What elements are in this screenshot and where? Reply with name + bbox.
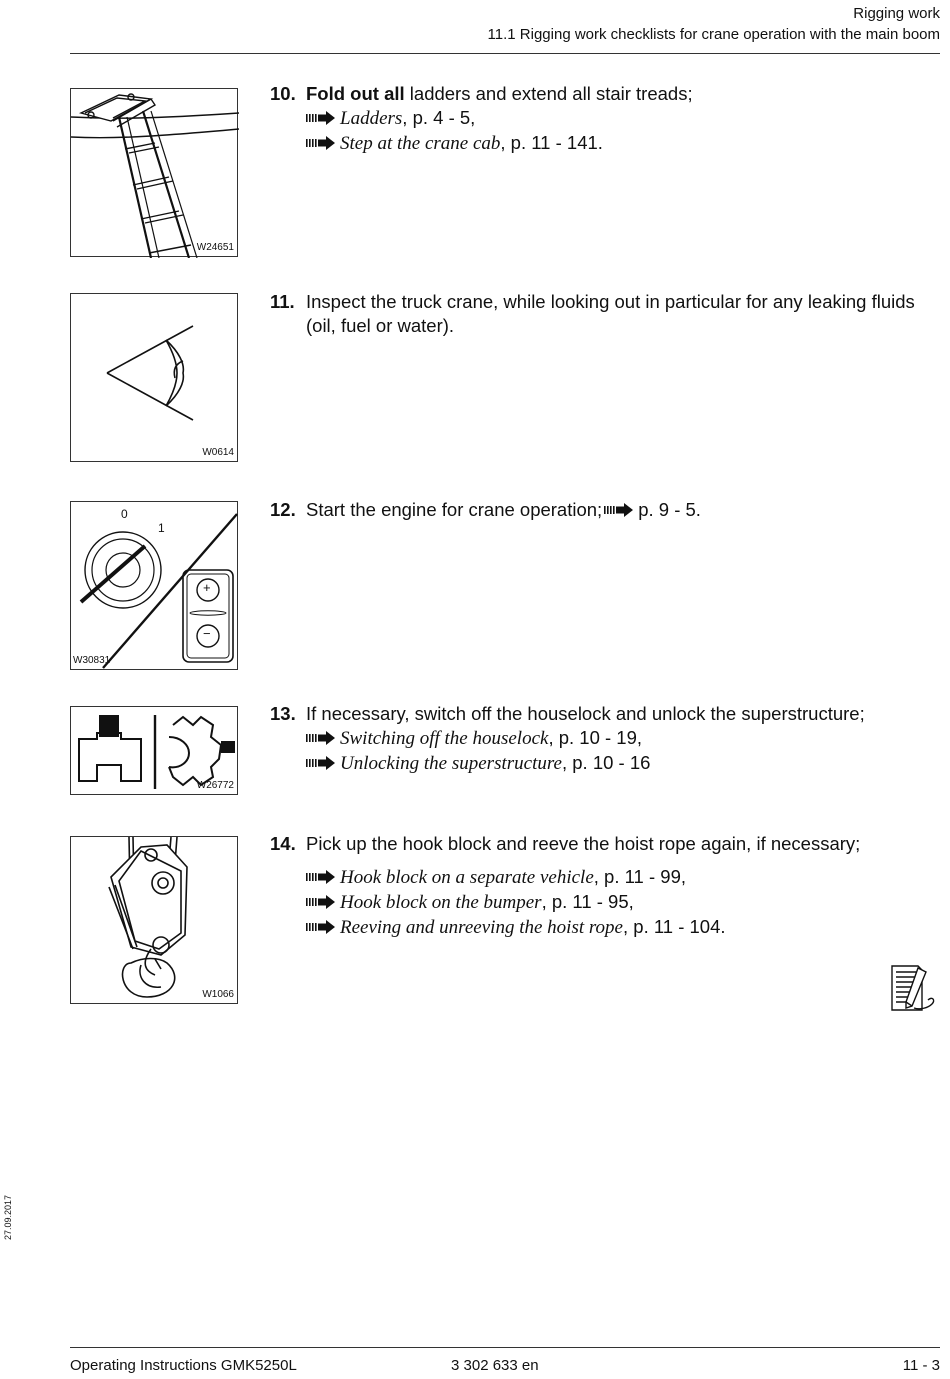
figure-code: W30831 bbox=[73, 655, 111, 666]
reference-arrow-icon bbox=[306, 870, 336, 884]
figure-eye bbox=[70, 293, 238, 462]
reference-arrow-icon bbox=[306, 920, 336, 934]
figure-ignition bbox=[70, 501, 238, 670]
cross-reference[interactable] bbox=[306, 751, 940, 776]
step-number: 10. bbox=[270, 83, 296, 104]
reference-arrow-icon bbox=[604, 503, 634, 517]
reference-page: , p. 10 - 16 bbox=[561, 752, 651, 773]
plus-label: + bbox=[203, 580, 211, 595]
step-text: If necessary, switch off the houselock and unlock the superstructure; bbox=[306, 703, 865, 724]
reference-page: , p. 11 - 141. bbox=[500, 132, 603, 153]
reference-arrow-icon bbox=[306, 756, 336, 770]
reference-arrow-icon bbox=[306, 731, 336, 745]
step-bold-text: Fold out all bbox=[306, 83, 405, 104]
reference-title[interactable]: Switching off the houselock bbox=[340, 728, 549, 749]
step-11 bbox=[270, 290, 940, 338]
chapter-title: Rigging work bbox=[853, 5, 940, 22]
step-14 bbox=[270, 832, 940, 940]
step-number: 14. bbox=[270, 833, 296, 854]
header-rule bbox=[70, 53, 940, 54]
step-number: 11. bbox=[270, 291, 295, 312]
reference-arrow-icon bbox=[306, 111, 336, 125]
reference-title[interactable]: Hook block on the bumper bbox=[340, 892, 542, 913]
revision-date: 27.09.2017 bbox=[3, 1194, 13, 1240]
step-number: 12. bbox=[270, 499, 296, 520]
page-header bbox=[488, 3, 940, 45]
reference-arrow-icon bbox=[306, 895, 336, 909]
section-title: 11.1 Rigging work checklists for crane operation with the main boom bbox=[487, 26, 940, 43]
reference-arrow-icon bbox=[306, 136, 336, 150]
step-text: Pick up the hook block and reeve the hoist rope again, if necessary; bbox=[306, 833, 861, 854]
cross-reference[interactable] bbox=[306, 131, 940, 156]
footer-rule bbox=[70, 1347, 940, 1348]
figure-houselock bbox=[70, 706, 238, 795]
step-text: Inspect the truck crane, while looking out in particular for any leaking fluids (oil, fuel or water). bbox=[306, 291, 915, 336]
reference-title[interactable]: Step at the crane cab bbox=[340, 133, 501, 154]
cross-reference[interactable] bbox=[306, 890, 940, 915]
reference-page: , p. 11 - 99, bbox=[593, 866, 686, 887]
step-text: ladders and extend all stair treads; bbox=[404, 83, 693, 104]
reference-page: , p. 10 - 19, bbox=[548, 727, 643, 748]
cross-reference[interactable] bbox=[306, 915, 940, 940]
step-12 bbox=[270, 498, 940, 522]
footer-doc-number: 3 302 633 en bbox=[451, 1357, 539, 1374]
reference-page: , p. 11 - 95, bbox=[541, 891, 634, 912]
key-position-1: 1 bbox=[158, 521, 165, 535]
checklist-icon bbox=[888, 964, 938, 1014]
reference-page: , p. 11 - 104. bbox=[623, 916, 726, 937]
cross-reference[interactable] bbox=[306, 865, 940, 890]
figure-ladder bbox=[70, 88, 238, 257]
step-text: Start the engine for crane operation; bbox=[306, 499, 603, 520]
figure-code: W24651 bbox=[196, 242, 234, 253]
reference-title[interactable]: Hook block on a separate vehicle bbox=[340, 867, 594, 888]
reference-title[interactable]: Unlocking the superstructure bbox=[340, 753, 562, 774]
figure-code: W1066 bbox=[202, 989, 234, 1000]
cross-reference[interactable] bbox=[306, 106, 940, 131]
figure-code: W0614 bbox=[202, 447, 234, 458]
reference-page[interactable]: p. 9 - 5. bbox=[638, 499, 701, 520]
reference-title[interactable]: Reeving and unreeving the hoist rope bbox=[340, 917, 623, 938]
figure-hook-block bbox=[70, 836, 238, 1004]
footer-page-number: 11 - 3 bbox=[902, 1357, 940, 1374]
reference-title[interactable]: Ladders bbox=[340, 108, 403, 129]
minus-label: − bbox=[203, 626, 211, 641]
cross-reference[interactable] bbox=[306, 726, 940, 751]
figure-code: W26772 bbox=[196, 780, 234, 791]
key-position-0: 0 bbox=[121, 507, 128, 521]
step-number: 13. bbox=[270, 703, 296, 724]
footer-title: Operating Instructions GMK5250L bbox=[70, 1357, 297, 1374]
step-13 bbox=[270, 702, 940, 776]
reference-page: , p. 4 - 5, bbox=[402, 107, 476, 128]
step-10 bbox=[270, 82, 940, 156]
